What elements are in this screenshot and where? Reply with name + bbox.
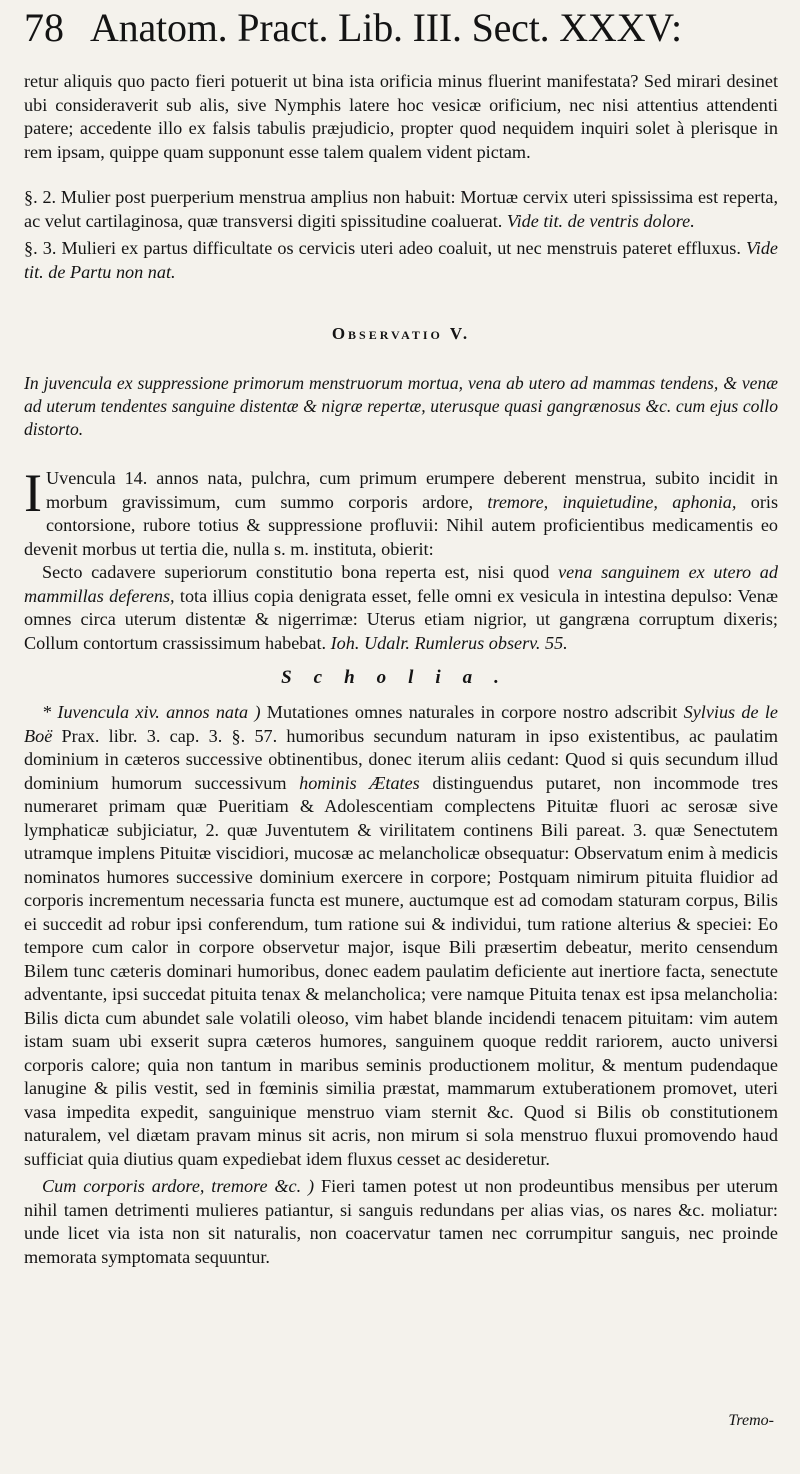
scholia-lemma-1: * Iuvencula xiv. annos nata ) xyxy=(42,702,261,722)
observatio-title: Observatio V. xyxy=(331,324,471,343)
observatio-body xyxy=(24,463,779,561)
scholia-2-text: Fieri tamen potest ut non prodeuntibus mensibus per uterum nihil tamen detrimenti mulieres patiantur, si sanguis redundans per alias vias, os nares &c. moliatur: unde licet via ista non sit naturalis, non coacervatur tamen nec corrumpitur sanguis, nec proinde memorata symptomata sequuntur. xyxy=(24,1176,779,1267)
page-header xyxy=(24,5,778,70)
scholia-italic: hominis Ætates xyxy=(299,772,420,793)
observatio-summary: In juvencula ex suppressione primorum menstruorum mortua, vena ab utero ad mammas tendens, & venæ ad uterum tendentes sanguine distentæ & nigræ repertæ, uterusque quasi gangrænosus &c. cum ejus collo distorto. xyxy=(24,373,778,439)
section-2-ref: Vide tit. de ventris dolore. xyxy=(506,210,695,231)
section-3 xyxy=(24,237,778,284)
observatio-body-rest: oris contorsione, rubore totius & suppressione profluvii: Nihil autem proficientibus medicamentis eo devenit morbus ut tertia die, nulla s. m. instituta, obierit: xyxy=(24,491,779,559)
scholia-1c: distinguendus putaret, non incommode tres numeraret primam quæ Pueritiam & Adolescentiam complectens Pituitæ fluori ac serosæ sive lymphaticæ subjiciatur, 2. quæ Juventutem & virilitatem continens Bili pareat. 3. quæ Senectutem utramque implens Pituitæ viscidiori, mucosæ ac melancholicæ obsequatur: Observatum enim à medicis nominatos humores successive dominium exercere in corpore; Postquam nimirum pituita fluidior ad corporis incrementum necessaria functa est munere, auctumque est ad comodam staturam corpus, Bilis ei succedit ad robur ipsi conferendum, tum ratione sui & individui, tum ratione alterius & speciei: Eo tempore cum calor in corpore observetur major, isque Bili præsertim debeatur, merito censendum Bilem tunc cæteris dominari humoribus, donec eadem paulatim deficiente aut inertiore facta, senectute adventante, ipsi succedat pituita tenax & melancholica; vere namque Pituita tenax est ipsa melancholia: Bilis dicta cum abundet sale volatili oleoso, vim habet blande incidendi tenacem pituitam: vim autem istam suam ubi exserit supra cæteros humores, sanguinem quoque reddit rariorem, aucto universi corporis calore; quia non tantum in maribus seminis productionem molitur, & mentum pudendaque lanugine & pilis vestit, sed in fœminis similia præstat, mammarum extuberationem promovet, uteri vasa impedita expedit, sanguinique menstruo viam sternit &c. Quod si Bilis ob constitutionem naturalem, vel diætam pravam minus sit acris, non mirum si sola menstruo fluxui promovendo haud sufficiat quia diutius quam expediebat idem fluxus cesset ac desideretur. xyxy=(24,772,779,1169)
observatio-para-2 xyxy=(24,561,778,655)
para2-ref: Ioh. Udalr. Rumlerus observ. 55. xyxy=(330,632,568,653)
observatio-body-italic: tremore, inquietudine, aphonia, xyxy=(487,491,737,512)
opening-paragraph xyxy=(24,70,778,164)
scholia-title: Scholia. xyxy=(281,667,521,688)
observatio-body-start: Uvencula 14. annos nata, pulchra, cum primum erumpere deberent menstrua, subito incidit in morbum gravissimum, cum summo corporis ardore, xyxy=(45,468,778,512)
running-title: Anatom. Pract. Lib. III. Sect. XXXV: xyxy=(90,5,682,50)
section-2 xyxy=(24,186,778,233)
page-number: 78 xyxy=(24,5,64,50)
scholia-paragraph-1 xyxy=(24,701,778,1171)
scholia-1b: Prax. libr. 3. cap. 3. §. 57. humoribus secundum naturam in ipso existentibus, ac paulatim dominium in cæteros successive obtinentibus, donec iterum aliis cedant: Quod si quis secundum illud dominium humorum successivum xyxy=(24,725,779,793)
scholia-paragraph-2 xyxy=(24,1175,778,1269)
section-3-ref: Vide tit. de Partu non nat. xyxy=(24,238,779,282)
drop-cap: I xyxy=(24,463,42,523)
opening-text: retur aliquis quo pacto fieri potuerit ut bina ista orificia minus fluerint manifestata? Sed mirari desinet ubi consideraverit sub alis, sive Nymphis latere hoc vesicæ orificium, nec nisi attentius attendenti patere; accedente illo ex falsis tabulis præjudicio, propter quod nequidem inquiri solet à plerisque in rem ipsam, quippe quam supponunt esse talem qualem vident pictam. xyxy=(24,71,778,162)
scholia-lemma-2: Cum corporis ardore, tremore &c. ) xyxy=(42,1176,315,1196)
para2-italic: vena sanguinem ex utero ad mammillas deferens, xyxy=(24,562,778,606)
catchword: Tremo- xyxy=(728,1412,774,1429)
section-2-text: §. 2. Mulier post puerperium menstrua amplius non habuit: Mortuæ cervix uteri spississima est reperta, ac velut cartilaginosa, quæ transversi digiti spissitudine coaluerat. xyxy=(24,187,778,231)
para2-start: Secto cadavere superiorum constitutio bona reperta est, nisi quod xyxy=(42,562,550,582)
scholia-author: Sylvius de le Boë xyxy=(24,702,779,746)
scholia-1a: Mutationes omnes naturales in corpore nostro adscribit xyxy=(266,702,678,722)
para2-rest: tota illius copia denigrata esset, felle omni ex vesicula in intestina depulso: Venæ omnes circa uterum distentæ & nigerrimæ: Uterus etiam nigrior, ut gangræna corruptum dixeris; Collum contortum crassissimum habebat. xyxy=(24,585,778,653)
section-3-text: §. 3. Mulieri ex partus difficultate os cervicis uteri adeo coaluit, ut nec menstruis pateret effluxus. xyxy=(24,238,741,258)
